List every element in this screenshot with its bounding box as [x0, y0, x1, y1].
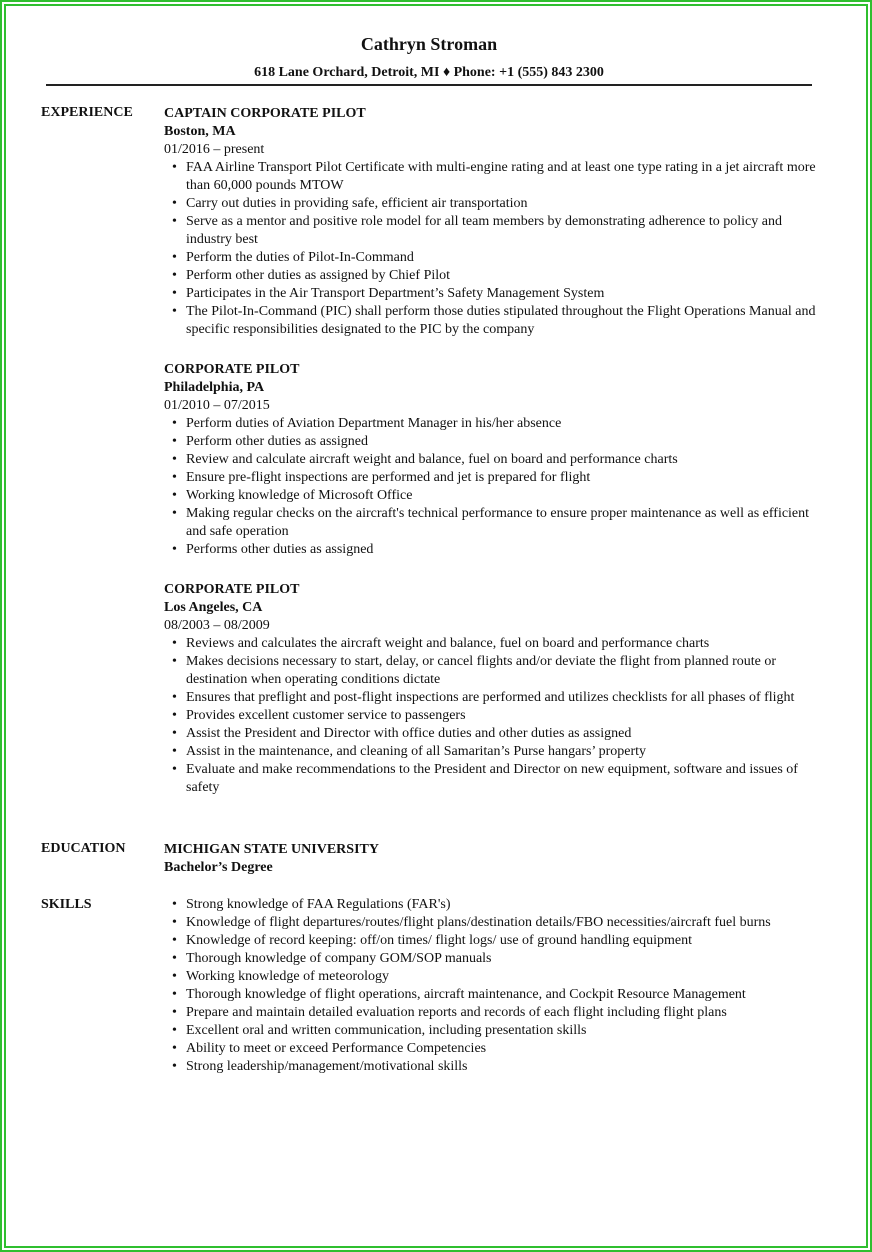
list-item: • Evaluate and make recommendations to the President and Director on new equipment, software and issues of safety [164, 761, 824, 797]
candidate-name: Cathryn Stroman [360, 34, 498, 54]
list-item: • Excellent oral and written communication, including presentation skills [164, 1022, 824, 1040]
job-duties-list [164, 635, 824, 797]
experience-entry [164, 361, 824, 559]
education-entry [164, 841, 824, 877]
job-title: CORPORATE PILOT [164, 582, 300, 597]
list-item: • Perform duties of Aviation Department Manager in his/her absence [164, 415, 824, 433]
job-location: Boston, MA [164, 124, 236, 139]
list-item: • Strong leadership/management/motivational skills [164, 1058, 824, 1076]
list-item: • Reviews and calculates the aircraft weight and balance, fuel on board and performance charts [164, 635, 824, 653]
job-dates: 01/2016 – present [164, 142, 265, 157]
job-duties-list [164, 159, 824, 339]
school-name: MICHIGAN STATE UNIVERSITY [164, 842, 379, 857]
list-item: • Working knowledge of Microsoft Office [164, 487, 824, 505]
job-duties-list [164, 415, 824, 559]
job-title: CAPTAIN CORPORATE PILOT [164, 106, 366, 121]
list-item: • Assist the President and Director with office duties and other duties as assigned [164, 725, 824, 743]
list-item: • Prepare and maintain detailed evaluation reports and records of each flight including flight plans [164, 1004, 824, 1022]
list-item: • Serve as a mentor and positive role model for all team members by demonstrating adherence to policy and industry best [164, 213, 824, 249]
job-title: CORPORATE PILOT [164, 362, 300, 377]
list-item: • Thorough knowledge of company GOM/SOP manuals [164, 950, 824, 968]
list-item: • Ensure pre-flight inspections are performed and jet is prepared for flight [164, 469, 824, 487]
job-dates: 01/2010 – 07/2015 [164, 398, 270, 413]
job-dates: 08/2003 – 08/2009 [164, 618, 270, 633]
list-item: • Ensures that preflight and post-flight inspections are performed and utilizes checklists for all phases of flight [164, 689, 824, 707]
list-item: • Perform other duties as assigned [164, 433, 824, 451]
list-item: • Carry out duties in providing safe, efficient air transportation [164, 195, 824, 213]
degree: Bachelor’s Degree [164, 860, 273, 875]
experience-entry [164, 581, 824, 797]
skills-entry [164, 896, 824, 1076]
list-item: • Knowledge of flight departures/routes/flight plans/destination details/FBO necessities/aircraft fuel burns [164, 914, 824, 932]
list-item: • The Pilot-In-Command (PIC) shall perform those duties stipulated throughout the Flight Operations Manual and specific responsibilities designated to the PIC by the company [164, 303, 824, 339]
list-item: • Strong knowledge of FAA Regulations (FAR's) [164, 896, 824, 914]
list-item: • Makes decisions necessary to start, delay, or cancel flights and/or deviate the flight from planned route or destination when operating conditions dictate [164, 653, 824, 689]
skills-list [164, 896, 824, 1076]
experience-heading: EXPERIENCE [41, 105, 133, 120]
job-location: Philadelphia, PA [164, 380, 265, 395]
list-item: • Participates in the Air Transport Department’s Safety Management System [164, 285, 824, 303]
list-item: • Ability to meet or exceed Performance Competencies [164, 1040, 824, 1058]
skills-heading: SKILLS [41, 897, 92, 912]
list-item: • Perform the duties of Pilot-In-Command [164, 249, 824, 267]
list-item: • Making regular checks on the aircraft's technical performance to ensure proper maintenance as well as efficient and safe operation [164, 505, 824, 541]
list-item: • Assist in the maintenance, and cleaning of all Samaritan’s Purse hangars’ property [164, 743, 824, 761]
list-item: • Knowledge of record keeping: off/on times/ flight logs/ use of ground handling equipment [164, 932, 824, 950]
education-heading: EDUCATION [41, 841, 126, 856]
contact-line: 618 Lane Orchard, Detroit, MI ♦ Phone: +1 (555) 843 2300 [254, 65, 604, 80]
list-item: • Thorough knowledge of flight operations, aircraft maintenance, and Cockpit Resource Management [164, 986, 824, 1004]
job-location: Los Angeles, CA [164, 600, 263, 615]
list-item: • FAA Airline Transport Pilot Certificate with multi-engine rating and at least one type rating in a jet aircraft more than 60,000 pounds MTOW [164, 159, 824, 195]
list-item: • Working knowledge of meteorology [164, 968, 824, 986]
list-item: • Performs other duties as assigned [164, 541, 824, 559]
list-item: • Perform other duties as assigned by Chief Pilot [164, 267, 824, 285]
experience-entry [164, 105, 824, 339]
header-divider [46, 84, 812, 86]
list-item: • Review and calculate aircraft weight and balance, fuel on board and performance charts [164, 451, 824, 469]
list-item: • Provides excellent customer service to passengers [164, 707, 824, 725]
